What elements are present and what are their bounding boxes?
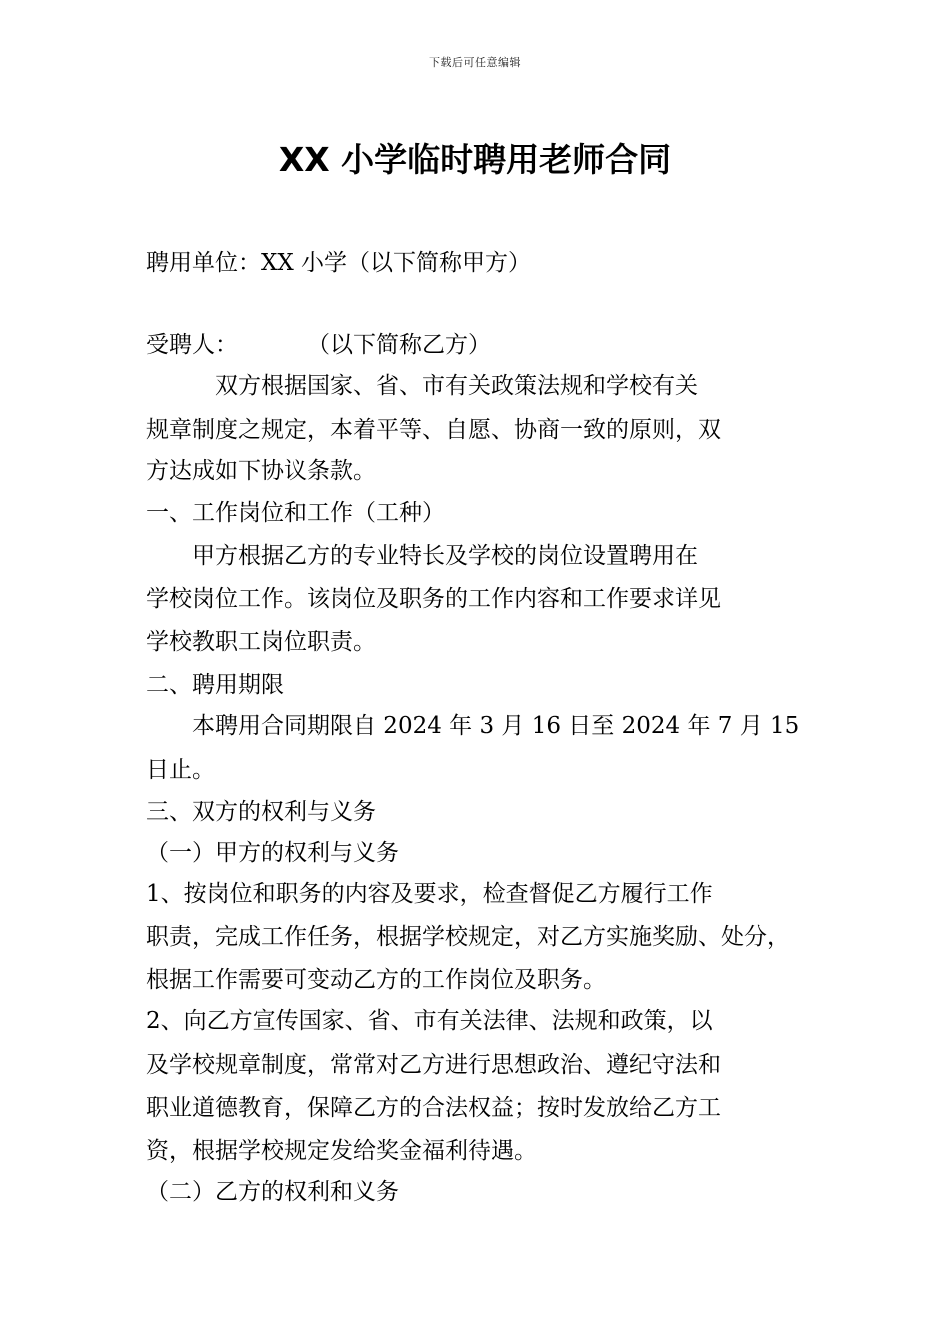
body-line: 日止。 <box>146 757 215 783</box>
subsection-heading: （一）甲方的权利与义务 <box>146 840 399 866</box>
body-line: 职业道德教育，保障乙方的合法权益；按时发放给乙方工 <box>146 1095 721 1121</box>
body-line: 资，根据学校规定发给奖金福利待遇。 <box>146 1138 537 1164</box>
body-line: 规章制度之规定，本着平等、自愿、协商一致的原则，双 <box>146 417 721 443</box>
employee-line: 受聘人： （以下简称乙方） <box>146 332 491 358</box>
section-heading: 二、聘用期限 <box>146 672 284 698</box>
body-line: 本聘用合同期限自 2024 年 3 月 16 日至 2024 年 7 月 15 <box>146 713 800 739</box>
body-line: 1、按岗位和职务的内容及要求，检查督促乙方履行工作 <box>146 881 713 907</box>
body-line: 双方根据国家、省、市有关政策法规和学校有关 <box>146 373 698 399</box>
contract-title: XX 小学临时聘用老师合同 <box>278 140 672 179</box>
subsection-heading: （二）乙方的权利和义务 <box>146 1179 399 1205</box>
body-line: 及学校规章制度，常常对乙方进行思想政治、遵纪守法和 <box>146 1052 721 1078</box>
body-line: 根据工作需要可变动乙方的工作岗位及职务。 <box>146 967 606 993</box>
employer-line: 聘用单位：XX 小学（以下简称甲方） <box>146 250 532 276</box>
body-line: 学校教职工岗位职责。 <box>146 629 376 655</box>
body-line: 方达成如下协议条款。 <box>146 458 376 484</box>
section-heading: 三、双方的权利与义务 <box>146 799 376 825</box>
body-line: 学校岗位工作。该岗位及职务的工作内容和工作要求详见 <box>146 586 721 612</box>
body-line: 甲方根据乙方的专业特长及学校的岗位设置聘用在 <box>146 543 698 569</box>
body-line: 职责，完成工作任务，根据学校规定，对乙方实施奖励、处分， <box>146 924 790 950</box>
header-note: 下载后可任意编辑 <box>429 56 521 69</box>
section-heading: 一、工作岗位和工作（工种） <box>146 500 445 526</box>
body-line: 2、向乙方宣传国家、省、市有关法律、法规和政策，以 <box>146 1008 713 1034</box>
